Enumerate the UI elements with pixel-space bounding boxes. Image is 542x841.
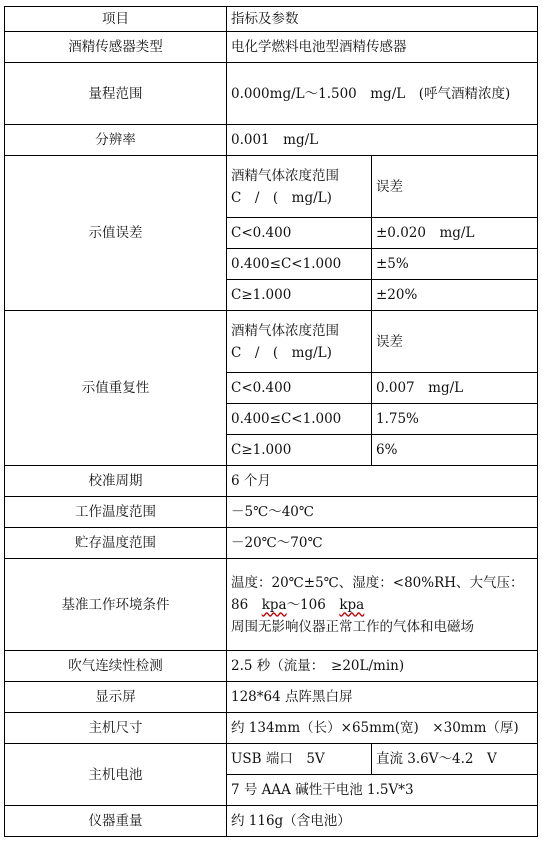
indication-error-value: ±5% <box>372 249 538 280</box>
indication-error-range: C<0.400 <box>227 218 372 249</box>
display-label: 显示屏 <box>5 682 227 713</box>
battery-value: 7 号 AAA 碱性干电池 1.5V*3 <box>227 775 538 806</box>
table-header-row <box>5 7 538 32</box>
resolution-label: 分辨率 <box>5 125 227 156</box>
indication-error-conc-header <box>227 156 372 218</box>
table-row <box>5 651 538 682</box>
table-row <box>5 497 538 528</box>
repeatability-label: 示值重复性 <box>5 311 227 466</box>
table-row <box>5 806 538 837</box>
table-row <box>5 32 538 63</box>
conc-header-line1: 酒精气体浓度范围 <box>231 167 339 184</box>
repeatability-range: C≥1.000 <box>227 435 372 466</box>
breath-detection-value: 2.5 秒（流量： ≥20L/min) <box>227 651 538 682</box>
display-value: 128*64 点阵黑白屏 <box>227 682 538 713</box>
power-dc: 直流 3.6V～4.2 V <box>372 744 538 775</box>
calibration-value: 6 个月 <box>227 466 538 497</box>
operating-temp-label: 工作温度范围 <box>5 497 227 528</box>
operating-temp-value: －5℃～40℃ <box>227 497 538 528</box>
repeatability-value: 1.75% <box>372 404 538 435</box>
sensor-type-value: 电化学燃料电池型酒精传感器 <box>227 32 538 63</box>
weight-value: 约 116g（含电池） <box>227 806 538 837</box>
indication-error-err-header: 误差 <box>372 156 538 218</box>
indication-error-range: C≥1.000 <box>227 280 372 311</box>
battery-label: 主机电池 <box>5 744 227 806</box>
range-value: 0.000mg/L～1.500 mg/L (呼气酒精浓度) <box>227 63 538 125</box>
table-row <box>5 528 538 559</box>
repeatability-value: 6% <box>372 435 538 466</box>
dimensions-value: 约 134mm（长）×65mm(宽) ×30mm（厚) <box>227 713 538 744</box>
repeatability-err-header: 误差 <box>372 311 538 373</box>
weight-label: 仪器重量 <box>5 806 227 837</box>
indication-error-value: ±0.020 mg/L <box>372 218 538 249</box>
resolution-value: 0.001 mg/L <box>227 125 538 156</box>
table-row <box>5 713 538 744</box>
repeatability-conc-header <box>227 311 372 373</box>
indication-error-range: 0.400≤C<1.000 <box>227 249 372 280</box>
header-item: 项目 <box>5 7 227 32</box>
power-usb: USB 端口 5V <box>227 744 372 775</box>
table-row <box>5 744 538 775</box>
calibration-label: 校准周期 <box>5 466 227 497</box>
repeatability-range: C<0.400 <box>227 373 372 404</box>
reference-conditions-label: 基准工作环境条件 <box>5 559 227 651</box>
table-row <box>5 63 538 125</box>
table-row <box>5 125 538 156</box>
kpa-unit: kpa <box>339 596 365 613</box>
sensor-type-label: 酒精传感器类型 <box>5 32 227 63</box>
reference-conditions-value <box>227 559 538 651</box>
kpa-unit: kpa <box>261 596 287 613</box>
table-row <box>5 311 538 373</box>
table-row <box>5 466 538 497</box>
range-label: 量程范围 <box>5 63 227 125</box>
table-row <box>5 559 538 651</box>
spec-table <box>4 6 538 837</box>
indication-error-label: 示值误差 <box>5 156 227 311</box>
table-row <box>5 682 538 713</box>
header-spec: 指标及参数 <box>227 7 538 32</box>
repeatability-range: 0.400≤C<1.000 <box>227 404 372 435</box>
conc-header-line1: 酒精气体浓度范围 <box>231 322 339 339</box>
table-row <box>5 156 538 218</box>
conc-header-line2: C / ( mg/L) <box>231 344 332 361</box>
reference-conditions-line1: 温度：20℃±5℃、湿度：<80%RH、大气压：86 kpa～106 kpa <box>231 574 524 613</box>
reference-conditions-line2: 周围无影响仪器正常工作的气体和电磁场 <box>231 618 474 635</box>
conc-header-line2: C / ( mg/L) <box>231 189 332 206</box>
dimensions-label: 主机尺寸 <box>5 713 227 744</box>
breath-detection-label: 吹气连续性检测 <box>5 651 227 682</box>
storage-temp-label: 贮存温度范围 <box>5 528 227 559</box>
storage-temp-value: －20℃～70℃ <box>227 528 538 559</box>
indication-error-value: ±20% <box>372 280 538 311</box>
repeatability-value: 0.007 mg/L <box>372 373 538 404</box>
